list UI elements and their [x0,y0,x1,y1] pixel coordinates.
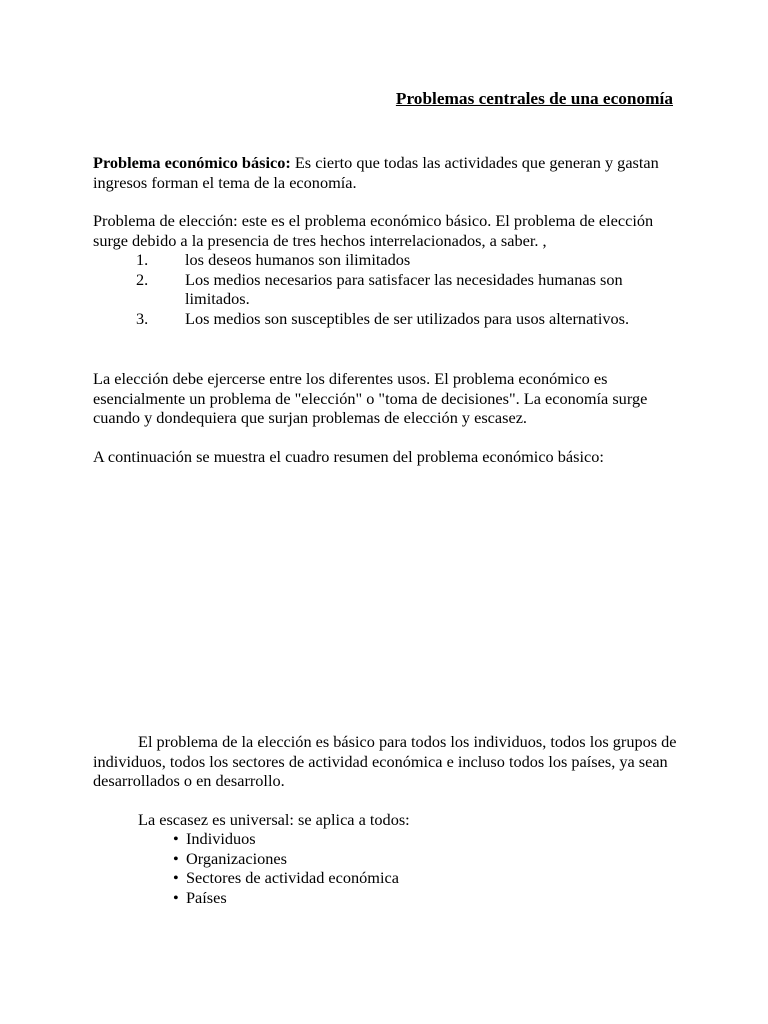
page-title: Problemas centrales de una economía [395,89,673,108]
list-number: 2. [136,269,149,289]
bullet-list-item [173,829,399,849]
list-number: 3. [136,308,149,328]
paragraph-choice-exercise: La elección debe ejercerse entre los diferentes usos. El problema económico es esencialmente un problema de "elección" o "toma de decisiones". La economía surge cuando y dondequiera que surjan problemas de elección y escasez. [93,369,648,428]
list-item-text: Los medios son susceptibles de ser utilizados para usos alternativos. [185,308,630,328]
bullet-icon: • [173,868,179,888]
bullet-list-item [173,888,399,908]
bullet-text: Sectores de actividad económica [186,868,399,888]
bold-lead-text: Problema económico básico: [93,153,291,172]
paragraph-summary-intro: A continuación se muestra el cuadro resumen del problema económico básico: [93,447,604,466]
paragraph-choice-universal: El problema de la elección es básico para todos los individuos, todos los grupos de individuos, todos los sectores de actividad económica e incluso todos los países, ya sean desarrollados o en desarrollo. [93,732,677,791]
bullet-list [173,829,399,907]
list-item-text: los deseos humanos son ilimitados [185,250,411,269]
list-number: 1. [136,250,149,269]
bullet-icon: • [173,887,179,907]
bullet-list-item [173,868,399,888]
paragraph-choice-problem: Problema de elección: este es el problema económico básico. El problema de elección surge debido a la presencia de tres hechos interrelacionados, a saber. , [93,211,654,250]
bullet-icon: • [173,848,179,868]
paragraph-basic-problem [93,153,678,192]
blank-figure-area [93,480,678,720]
numbered-list-item [136,250,681,270]
bullet-text: Individuos [186,829,256,848]
numbered-list [136,250,681,328]
paragraph-text: Es cierto que todas las actividades que generan y gastan ingresos forman el tema de la economía. [93,153,659,192]
numbered-list-item [136,270,681,309]
bullet-text: Organizaciones [186,848,287,868]
bullet-list-item [173,849,399,869]
bullet-icon: • [173,829,179,848]
list-item-text: Los medios necesarios para satisfacer las necesidades humanas son limitados. [185,269,623,309]
bullet-text: Países [186,887,227,907]
paragraph-scarcity-universal: La escasez es universal: se aplica a todos: [138,810,410,829]
numbered-list-item [136,309,681,329]
